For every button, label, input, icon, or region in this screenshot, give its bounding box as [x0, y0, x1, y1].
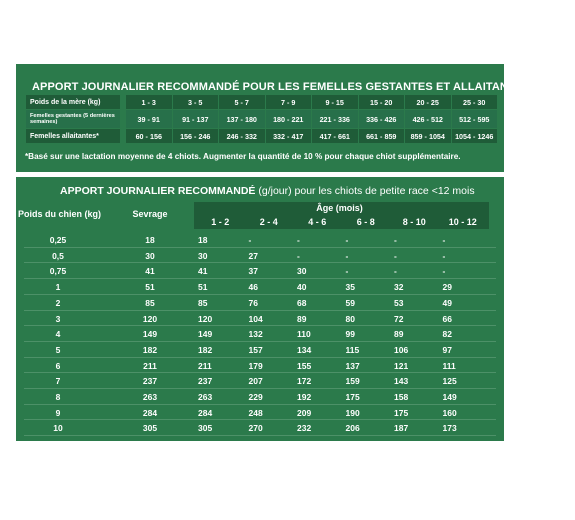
- age-cell: 51: [198, 282, 208, 293]
- age-cell: 115: [345, 344, 360, 355]
- age-cell: 82: [442, 329, 452, 340]
- mother-weight-cell: 5 - 7: [219, 95, 265, 109]
- age-cell: -: [442, 250, 446, 261]
- age-cell: 137: [345, 360, 360, 371]
- age-cell: 35: [345, 282, 355, 293]
- age-cell: 207: [248, 376, 263, 387]
- mothers-table-title: APPORT JOURNALIER RECOMMANDÉ POUR LES FEMELLES GESTANTES ET ALLAITANTES. (g/jour): [32, 81, 575, 93]
- weaning-cell: 263: [142, 392, 158, 402]
- dog-weight-cell: 8: [55, 392, 61, 402]
- age-cell: 187: [394, 423, 409, 434]
- age-cell: 59: [345, 297, 355, 308]
- weaning-cell: 237: [142, 376, 158, 387]
- nursing-cell: 156 - 246: [173, 129, 219, 143]
- age-cell: -: [442, 235, 446, 245]
- age-cell: 32: [394, 282, 404, 293]
- age-cell: 270: [248, 423, 263, 434]
- age-cell: 209: [297, 407, 312, 418]
- row-divider: [24, 278, 496, 279]
- age-cell: 29: [442, 282, 452, 293]
- dog-weight-cell: 1: [55, 282, 61, 293]
- age-cell: 46: [248, 282, 258, 293]
- nursing-cell: 859 - 1054: [405, 129, 451, 143]
- pregnant-cell: 91 - 137: [173, 110, 219, 128]
- age-header: Âge (mois): [316, 203, 363, 213]
- weaning-cell: 120: [142, 313, 158, 324]
- mother-weight-cell: 9 - 15: [312, 95, 358, 109]
- nursing-label: Femelles allaitantes*: [26, 129, 120, 143]
- age-cell: 173: [442, 423, 457, 434]
- age-column-header: 4 - 6: [308, 217, 327, 227]
- age-cell: 158: [394, 392, 409, 402]
- pregnant-cell: 221 - 336: [312, 110, 358, 128]
- dog-weight-cell: 3: [55, 313, 61, 324]
- age-cell: 99: [345, 329, 355, 340]
- pregnant-cell: 512 - 595: [452, 110, 498, 128]
- mothers-feeding-panel: [16, 64, 575, 172]
- weaning-cell: 41: [145, 266, 155, 277]
- age-cell: 97: [442, 344, 452, 355]
- age-cell: -: [248, 235, 252, 245]
- mother-weight-cell: 25 - 30: [452, 95, 498, 109]
- age-cell: 41: [198, 266, 208, 277]
- row-divider: [24, 341, 496, 342]
- age-cell: 53: [394, 297, 404, 308]
- age-cell: 175: [394, 407, 409, 418]
- age-column-header: 10 - 12: [448, 217, 477, 227]
- weaning-cell: 284: [142, 407, 158, 418]
- weaning-cell: 305: [142, 423, 158, 434]
- weaning-cell: 149: [142, 329, 158, 340]
- age-cell: 182: [198, 344, 213, 355]
- row-divider: [24, 310, 496, 311]
- age-column-header: 1 - 2: [211, 217, 230, 227]
- age-cell: 120: [198, 313, 213, 324]
- row-divider: [24, 294, 496, 295]
- dog-weight-cell: 10: [53, 423, 63, 434]
- mother-weight-cell: 15 - 20: [359, 95, 405, 109]
- pregnant-cell: 137 - 180: [219, 110, 265, 128]
- age-cell: 18: [198, 235, 208, 245]
- age-cell: 248: [248, 407, 263, 418]
- age-cell: 155: [297, 360, 312, 371]
- age-cell: 49: [442, 297, 452, 308]
- age-cell: 27: [248, 250, 258, 261]
- pregnant-cell: 426 - 512: [405, 110, 451, 128]
- pregnant-label: Femelles gestantes (5 dernières semaines): [26, 110, 120, 128]
- row-divider: [24, 419, 496, 420]
- nursing-cell: 332 - 417: [266, 129, 312, 143]
- puppies-title-rest: (g/jour) pour les chiots de petite race <12 mois: [255, 185, 475, 197]
- row-divider: [24, 357, 496, 358]
- age-cell: -: [345, 266, 349, 277]
- age-cell: 211: [198, 360, 212, 371]
- age-cell: 76: [248, 297, 258, 308]
- row-divider: [24, 372, 496, 373]
- age-cell: 85: [198, 297, 208, 308]
- age-cell: 111: [442, 360, 456, 371]
- dog-weight-cell: 5: [55, 344, 61, 355]
- age-cell: -: [345, 235, 349, 245]
- nursing-cell: 246 - 332: [219, 129, 265, 143]
- weaning-cell: 85: [145, 297, 155, 308]
- age-cell: 80: [345, 313, 355, 324]
- age-column-header: 2 - 4: [259, 217, 278, 227]
- age-cell: 172: [297, 376, 312, 387]
- age-cell: 30: [198, 250, 208, 261]
- age-cell: 66: [442, 313, 452, 324]
- puppies-table-title: [60, 185, 475, 197]
- age-cell: 305: [198, 423, 213, 434]
- weaning-cell: 211: [143, 360, 157, 371]
- age-cell: 157: [248, 344, 263, 355]
- nursing-cell: 60 - 156: [126, 129, 172, 143]
- age-cell: 110: [297, 329, 311, 340]
- mother-weight-label: Poids de la mère (kg): [26, 95, 120, 109]
- age-cell: 237: [198, 376, 213, 387]
- age-cell: 232: [297, 423, 312, 434]
- nursing-cell: 661 - 859: [359, 129, 405, 143]
- dog-weight-cell: 0,25: [49, 235, 67, 245]
- puppies-feeding-panel: [16, 177, 504, 441]
- age-cell: 263: [198, 392, 213, 402]
- age-cell: 206: [345, 423, 360, 434]
- age-cell: 37: [248, 266, 258, 277]
- age-cell: 179: [248, 360, 263, 371]
- lactation-footnote: *Basé sur une lactation moyenne de 4 chiots. Augmenter la quantité de 10 % pour chaque chiot supplémentaire.: [25, 152, 461, 161]
- age-cell: 190: [345, 407, 360, 418]
- age-column-header: 6 - 8: [356, 217, 375, 227]
- age-cell: -: [345, 250, 349, 261]
- mother-weight-cell: 3 - 5: [173, 95, 219, 109]
- pregnant-cell: 180 - 221: [266, 110, 312, 128]
- dog-weight-header: Poids du chien (kg): [18, 209, 102, 219]
- row-divider: [24, 262, 496, 263]
- pregnant-cell: 39 - 91: [126, 110, 172, 128]
- age-cell: 175: [345, 392, 360, 402]
- age-cell: 125: [442, 376, 457, 387]
- mother-weight-cell: 7 - 9: [266, 95, 312, 109]
- row-divider: [24, 247, 496, 248]
- age-cell: 106: [394, 344, 409, 355]
- mother-weight-cell: 1 - 3: [126, 95, 172, 109]
- age-cell: 89: [297, 313, 307, 324]
- dog-weight-cell: 0,5: [52, 250, 64, 261]
- weaning-cell: 18: [145, 235, 155, 245]
- nursing-cell: 1054 - 1246: [452, 129, 498, 143]
- age-cell: 40: [297, 282, 307, 293]
- age-cell: -: [442, 266, 446, 277]
- weaning-header: Sevrage: [132, 209, 168, 219]
- dog-weight-cell: 6: [55, 360, 61, 371]
- age-cell: 89: [394, 329, 404, 340]
- age-column-header: 8 - 10: [402, 217, 426, 227]
- age-cell: 159: [345, 376, 360, 387]
- dog-weight-cell: 7: [55, 376, 61, 387]
- age-cell: -: [394, 250, 397, 261]
- age-cell: 160: [442, 407, 457, 418]
- row-divider: [24, 435, 496, 436]
- age-cell: -: [297, 235, 300, 245]
- puppies-title-bold: APPORT JOURNALIER RECOMMANDÉ: [60, 185, 256, 197]
- row-divider: [24, 388, 496, 389]
- age-cell: 149: [442, 392, 457, 402]
- weaning-cell: 182: [142, 344, 158, 355]
- age-cell: 192: [297, 392, 312, 402]
- dog-weight-cell: 2: [55, 297, 61, 308]
- age-cell: 134: [297, 344, 312, 355]
- age-cell: 104: [248, 313, 263, 324]
- age-cell: 68: [297, 297, 307, 308]
- age-cell: 149: [198, 329, 213, 340]
- age-cell: -: [394, 235, 397, 245]
- age-cell: 284: [198, 407, 213, 418]
- age-cell: -: [394, 266, 397, 277]
- row-divider: [24, 325, 496, 326]
- age-cell: 72: [394, 313, 404, 324]
- weaning-cell: 30: [145, 250, 155, 261]
- age-cell: 30: [297, 266, 307, 277]
- weaning-cell: 51: [145, 282, 155, 293]
- age-cell: -: [297, 250, 300, 261]
- age-cell: 229: [248, 392, 263, 402]
- dog-weight-cell: 0,75: [49, 266, 67, 277]
- age-cell: 132: [248, 329, 263, 340]
- age-cell: 143: [394, 376, 409, 387]
- dog-weight-cell: 4: [55, 329, 61, 340]
- mother-weight-cell: 20 - 25: [405, 95, 451, 109]
- dog-weight-cell: 9: [55, 407, 61, 418]
- pregnant-cell: 336 - 426: [359, 110, 405, 128]
- row-divider: [24, 404, 496, 405]
- age-cell: 121: [394, 360, 409, 371]
- nursing-cell: 417 - 661: [312, 129, 358, 143]
